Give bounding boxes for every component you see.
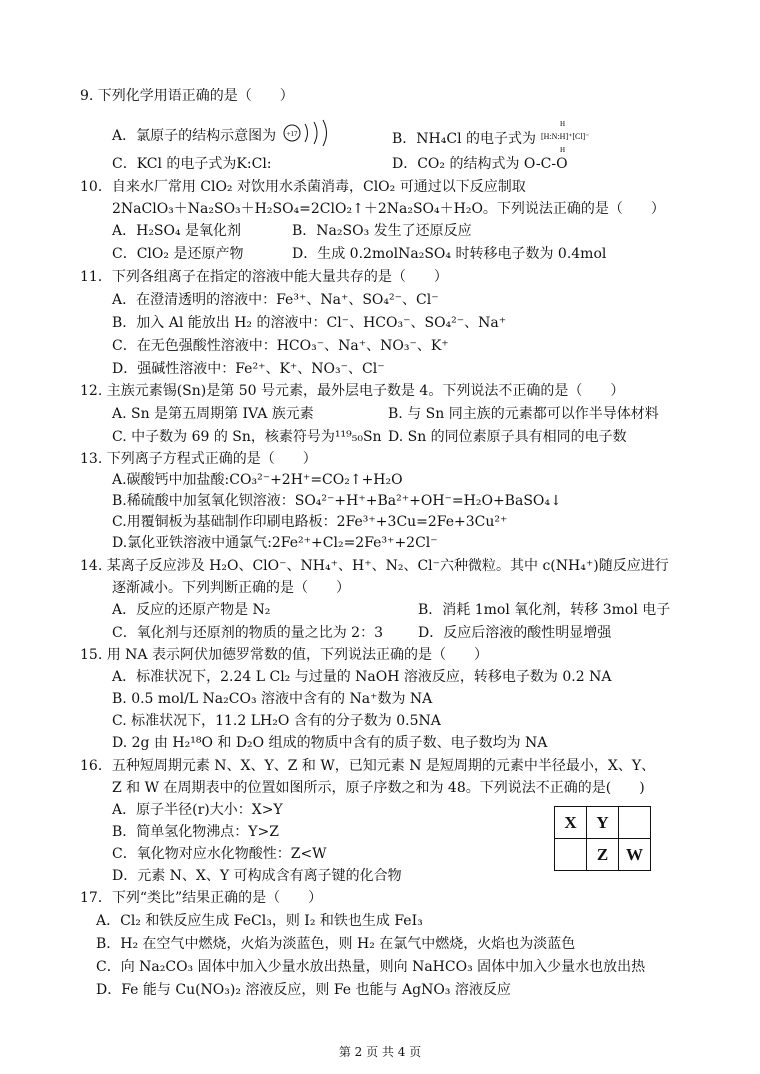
q9-option-b-text: B．NH₄Cl 的电子式为: [392, 131, 536, 147]
q9-option-d: D．CO₂ 的结构式为 O-C-O: [392, 156, 568, 172]
q15-option-a: A．标准状况下，2.24 L Cl₂ 与过量的 NaOH 溶液反应，转移电子数为 0.2 NA: [112, 669, 612, 685]
grid-cell: Z: [587, 839, 619, 871]
q16-option-d: D．元素 N、X、Y 可构成含有离子键的化合物: [112, 868, 402, 884]
periodic-table-grid: [554, 806, 651, 871]
q16-option-a: A．原子半径(r)大小：X>Y: [112, 802, 283, 818]
q11-option-a: A．在澄清透明的溶液中：Fe³⁺、Na⁺、SO₄²⁻、Cl⁻: [112, 292, 439, 308]
q13-option-b: B.稀硫酸中加氢氧化钡溶液：SO₄²⁻+H⁺+Ba²⁺+OH⁻=H₂O+BaSO₄↓: [112, 493, 562, 509]
q10-option-b: B．Na₂SO₃ 发生了还原反应: [292, 223, 472, 239]
q16-option-c: C．氧化物对应水化物酸性：Z<W: [112, 846, 327, 862]
q17-stem: 17．下列“类比”结果正确的是（ ）: [80, 890, 323, 906]
page-number: 第 2 页 共 4 页: [338, 1045, 422, 1059]
q11-stem: 11．下列各组离子在指定的溶液中能大量共存的是（ ）: [80, 269, 448, 285]
q9-option-c: C．KCl 的电子式为K:Cl:: [112, 156, 272, 172]
q12-option-d: D. Sn 的同位素原子具有相同的电子数: [388, 429, 627, 445]
q17-option-d: D．Fe 能与 Cu(NO₃)₂ 溶液反应，则 Fe 也能与 AgNO₃ 溶液反应: [96, 982, 511, 998]
q15-option-b: B. 0.5 mol/L Na₂CO₃ 溶液中含有的 Na⁺数为 NA: [112, 691, 433, 707]
q10-option-d: D．生成 0.2molNa₂SO₄ 时转移电子数为 0.4mol: [292, 246, 607, 262]
q14-option-a: A．反应的还原产物是 N₂: [112, 602, 271, 618]
q17-option-a: A．Cl₂ 和铁反应生成 FeCl₃，则 I₂ 和铁也生成 FeI₃: [96, 913, 423, 929]
q12-option-b: B. 与 Sn 同主族的元素都可以作半导体材料: [388, 406, 659, 422]
grid-cell: [619, 807, 651, 839]
grid-cell: [555, 839, 587, 871]
grid-cell: X: [555, 807, 587, 839]
q10-option-c: C．ClO₂ 是还原产物: [112, 246, 244, 262]
svg-text:[H:N:H]⁺[Cl]⁻: [H:N:H]⁺[Cl]⁻: [541, 132, 590, 141]
q14-option-b: B．消耗 1mol 氧化剂，转移 3mol 电子: [418, 602, 671, 618]
q10-equation: 2NaClO₃＋Na₂SO₃＋H₂SO₄=2ClO₂↑＋2Na₂SO₄＋H₂O。下列说法正确的是（ ）: [112, 201, 665, 217]
q14-stem-cont: 逐渐减小。下列判断正确的是（ ）: [112, 580, 350, 596]
q12-option-c: C. 中子数为 69 的 Sn，核素符号为¹¹⁹₅₀Sn: [112, 429, 382, 445]
q11-option-b: B．加入 Al 能放出 H₂ 的溶液中：Cl⁻、HCO₃⁻、SO₄²⁻、Na⁺: [112, 315, 507, 331]
grid-cell: Y: [587, 807, 619, 839]
q15-option-c: C. 标准状况下，11.2 LH₂O 含有的分子数为 0.5NA: [112, 713, 441, 729]
chlorine-atom-diagram-icon: [281, 118, 335, 154]
q15-stem: 15. 用 NA 表示阿伏加德罗常数的值，下列说法正确的是（ ）: [80, 647, 488, 663]
grid-cell: W: [619, 839, 651, 871]
q9-option-a-text: A．氯原子的结构示意图为: [112, 128, 277, 144]
q9-stem: 9. 下列化学用语正确的是（ ）: [80, 88, 294, 104]
svg-text:H: H: [560, 120, 566, 128]
q13-option-d: D.氯化亚铁溶液中通氯气:2Fe²⁺+Cl₂=2Fe³⁺+2Cl⁻: [112, 535, 438, 551]
svg-text:H: H: [560, 146, 566, 154]
q16-stem-cont: Z 和 W 在周期表中的位置如图所示，原子序数之和为 48。下列说法不正确的是( ): [112, 780, 645, 796]
q14-option-c: C．氧化剂与还原剂的物质的量之比为 2：3: [112, 625, 383, 641]
q13-stem: 13. 下列离子方程式正确的是（ ）: [80, 451, 317, 467]
q16-stem: 16．五种短周期元素 N、X、Y、Z 和 W，已知元素 N 是短周期的元素中半径最小，X、Y、: [80, 758, 656, 774]
q9-option-a: [112, 118, 335, 154]
q12-option-a: A. Sn 是第五周期第 IVA 族元素: [112, 406, 314, 422]
q10-stem: 10．自来水厂常用 ClO₂ 对饮用水杀菌消毒，ClO₂ 可通过以下反应制取: [80, 179, 526, 195]
q13-option-a: A.碳酸钙中加盐酸:CO₃²⁻+2H⁺=CO₂↑+H₂O: [112, 472, 403, 488]
q14-option-d: D．反应后溶液的酸性明显增强: [418, 625, 612, 641]
q12-stem: 12. 主族元素锡(Sn)是第 50 号元素，最外层电子数是 4。下列说法不正确的是（ ）: [80, 383, 625, 399]
q11-option-c: C．在无色强酸性溶液中：HCO₃⁻、Na⁺、NO₃⁻、K⁺: [112, 338, 449, 354]
q15-option-d: D. 2g 由 H₂¹⁸O 和 D₂O 组成的物质中含有的质子数、电子数均为 NA: [112, 735, 548, 751]
q17-option-b: B．H₂ 在空气中燃烧，火焰为淡蓝色，则 H₂ 在氯气中燃烧，火焰也为淡蓝色: [96, 936, 576, 952]
q17-option-c: C．向 Na₂CO₃ 固体中加入少量水放出热量，则向 NaHCO₃ 固体中加入少量水也放出热: [96, 959, 646, 975]
q14-stem: 14. 某离子反应涉及 H₂O、ClO⁻、NH₄⁺、H⁺、N₂、Cl⁻六种微粒。其中 c(NH₄⁺)随反应进行: [80, 558, 669, 574]
q13-option-c: C.用覆铜板为基础制作印刷电路板：2Fe³⁺+3Cu=2Fe+3Cu²⁺: [112, 514, 508, 530]
q11-option-d: D．强碱性溶液中：Fe²⁺、K⁺、NO₃⁻、Cl⁻: [112, 361, 385, 377]
q16-option-b: B．简单氢化物沸点：Y>Z: [112, 824, 279, 840]
svg-text:+17: +17: [286, 130, 298, 138]
q10-option-a: A．H₂SO₄ 是氧化剂: [112, 223, 242, 239]
